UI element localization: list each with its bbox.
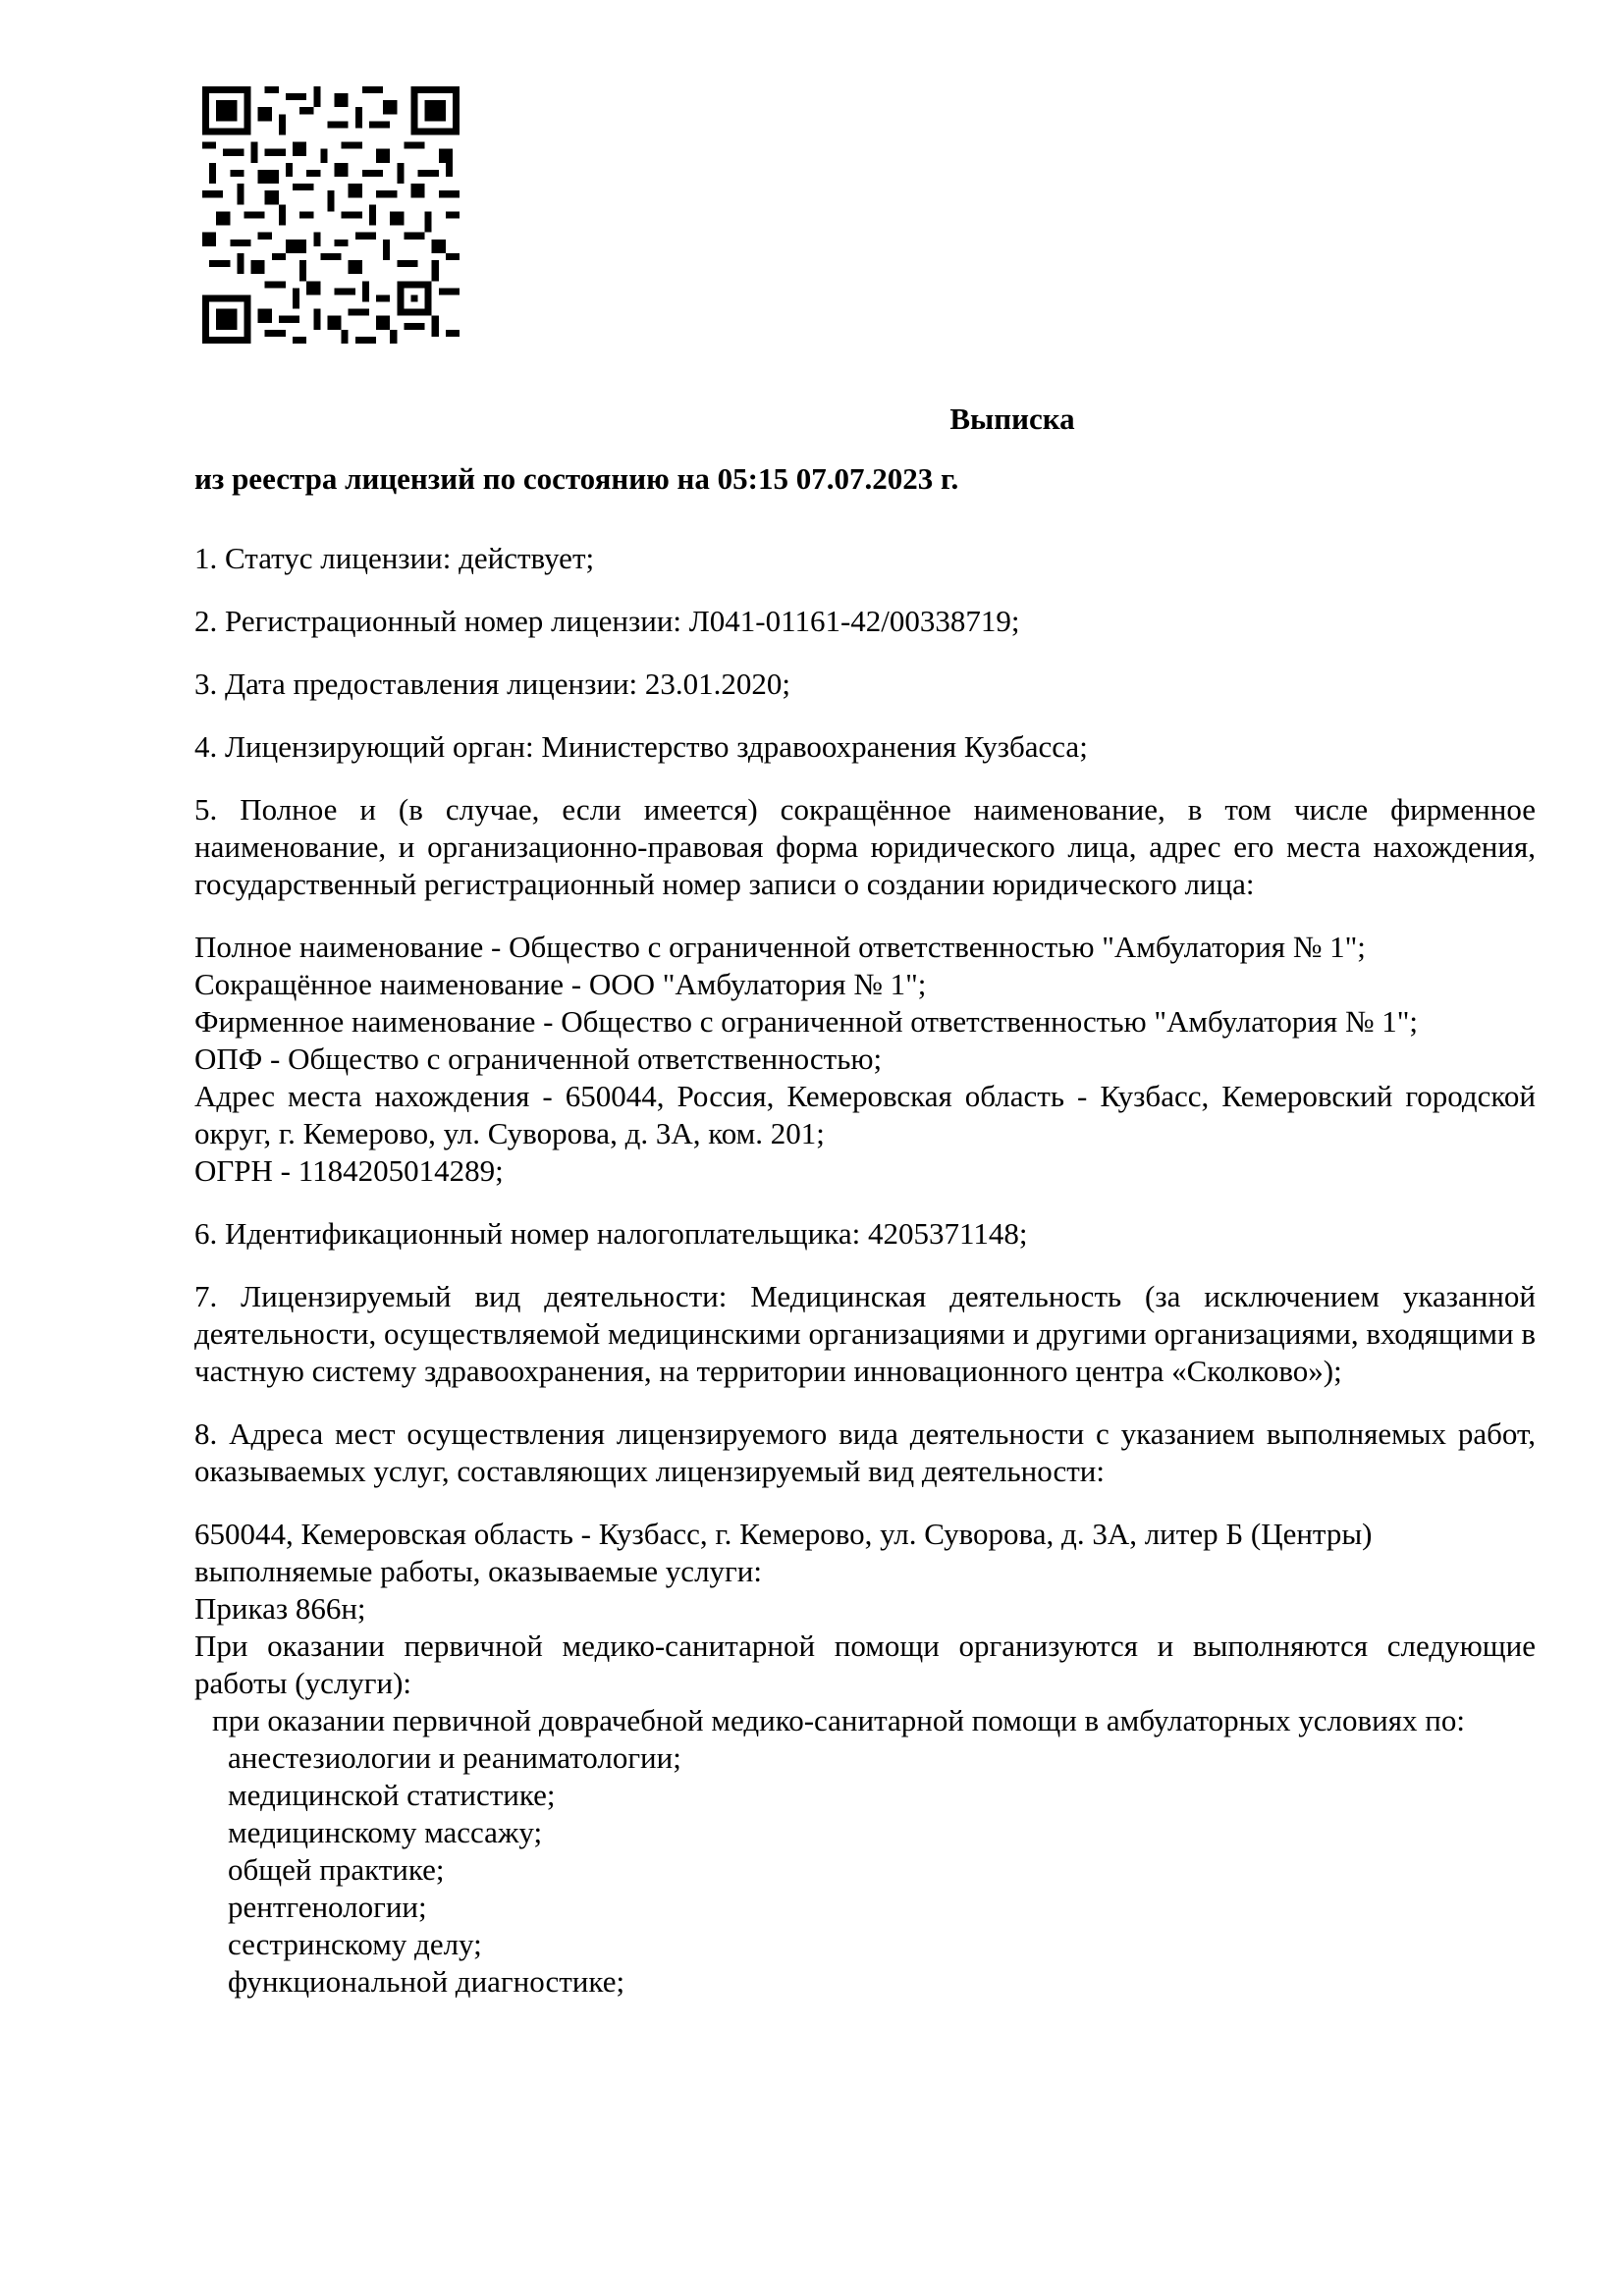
service-item: общей практике; [228, 1852, 445, 1887]
grant-date: 3. Дата предоставления лицензии: 23.01.2020; [194, 667, 791, 701]
service-item: медицинской статистике; [228, 1778, 556, 1812]
service-item: рентгенологии; [228, 1890, 427, 1924]
prehospital-care-text: при оказании первичной доврачебной медико-санитарной помощи в амбулаторных условиях по: [212, 1703, 1465, 1737]
qr-code [202, 86, 460, 344]
legal-form: ОПФ - Общество с ограниченной ответственностью; [194, 1041, 883, 1076]
license-extract [194, 400, 1536, 2026]
full-name: Полное наименование - Общество с ограниченной ответственностью "Амбулатория № 1"; [194, 930, 1366, 964]
taxpayer-id: 6. Идентификационный номер налогоплательщика: 4205371148; [194, 1216, 1028, 1251]
service-item: анестезиологии и реаниматологии; [228, 1740, 681, 1775]
places-section-heading: 8. Адреса мест осуществления лицензируемого вида деятельности с указанием выполняемых работ, оказываемых услуг, составляющих лицензируемый вид деятельности: [194, 1416, 1536, 1488]
brand-name: Фирменное наименование - Общество с ограниченной ответственностью "Амбулатория № 1"; [194, 1004, 1419, 1039]
licensing-authority: 4. Лицензирующий орган: Министерство здравоохранения Кузбасса; [194, 729, 1088, 764]
place-address: 650044, Кемеровская область - Кузбасс, г. Кемерово, ул. Суворова, д. 3А, литер Б (Центры) [194, 1517, 1373, 1551]
place-of-activity [194, 1516, 1536, 2001]
primary-care-text: При оказании первичной медико-санитарной помощи организуются и выполняются следующие работы (услуги): [194, 1629, 1536, 1700]
license-status: 1. Статус лицензии: действует; [194, 541, 595, 575]
registration-number: 2. Регистрационный номер лицензии: Л041-01161-42/00338719; [194, 604, 1020, 638]
name-section-heading: 5. Полное и (в случае, если имеется) сокращённое наименование, в том числе фирменное наименование, и организационно-правовая форма юридического лица, адрес его места нахождения, государственный регистрационный номер записи о создании юридического лица: [194, 792, 1536, 901]
document-subtitle: из реестра лицензий по состоянию на 05:15 07.07.2023 г. [194, 461, 959, 496]
ogrn: ОГРН - 1184205014289; [194, 1153, 504, 1188]
legal-address: Адрес места нахождения - 650044, Россия, Кемеровская область - Кузбасс, Кемеровский городской округ, г. Кемерово, ул. Суворова, д. 3А, ком. 201; [194, 1079, 1536, 1150]
service-item: медицинскому массажу; [228, 1815, 543, 1849]
service-item: функциональной диагностике; [228, 1964, 625, 1999]
organization-details [194, 929, 1536, 1190]
document-title: Выписка [949, 401, 1075, 436]
order-reference: Приказ 866н; [194, 1591, 366, 1626]
service-item: сестринскому делу; [228, 1927, 482, 1961]
short-name: Сокращённое наименование - ООО "Амбулатория № 1"; [194, 967, 927, 1001]
licensed-activity: 7. Лицензируемый вид деятельности: Медицинская деятельность (за исключением указанной деятельности, осуществляемой медицинскими организациями и другими организациями, входящими в частную систему здравоохранения, на территории инновационного центра «Сколково»); [194, 1279, 1536, 1388]
works-label: выполняемые работы, оказываемые услуги: [194, 1554, 762, 1588]
